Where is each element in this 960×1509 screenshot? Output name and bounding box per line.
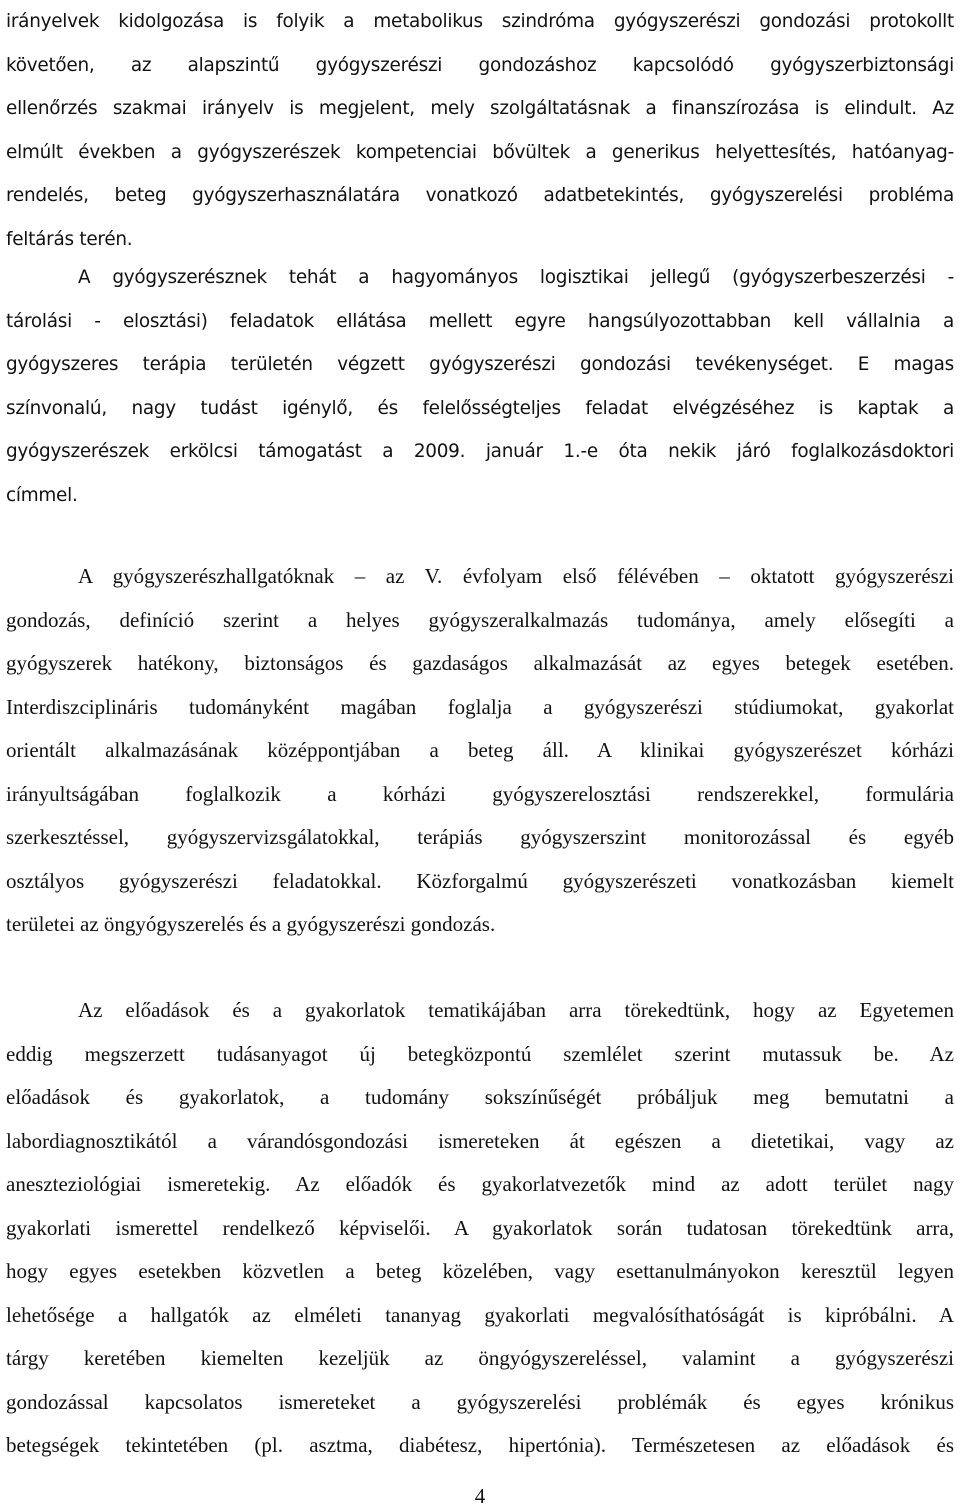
paragraph-4-line: hogy egyes esetekben közvetlen a beteg közelében, vagy esettanulmányokon keresztül legyen <box>6 1259 954 1283</box>
paragraph-4-line: labordiagnosztikától a várandósgondozási ismereteken át egészen a dietetikai, vagy az <box>6 1128 954 1153</box>
paragraph-1-line: követően, az alapszintű gyógyszerészi gondozáshoz kapcsolódó gyógyszerbiztonsági <box>6 54 954 76</box>
paragraph-4-line: tárgy keretében kiemelten kezeljük az öngyógyszereléssel, valamint a gyógyszerészi <box>6 1346 954 1370</box>
paragraph-2-line: színvonalú, nagy tudást igénylő, és felelősségteljes feladat elvégzéséhez is kaptak a <box>6 397 954 419</box>
paragraph-4 <box>6 989 954 1468</box>
paragraph-3-line: területei az öngyógyszerelés és a gyógyszerészi gondozás. <box>6 912 496 936</box>
paragraph-3 <box>6 555 954 947</box>
paragraph-3-line: szerkesztéssel, gyógyszervizsgálatokkal, terápiás gyógyszerszint monitorozással és egyéb <box>6 825 954 849</box>
paragraph-3-line: orientált alkalmazásának középpontjában a beteg áll. A klinikai gyógyszerészet kórházi <box>6 738 954 762</box>
paragraph-3-line: gyógyszerek hatékony, biztonságos és gazdaságos alkalmazását az egyes betegek esetében. <box>6 651 954 675</box>
paragraph-4-line: gyakorlati ismerettel rendelkező képviselői. A gyakorlatok során tudatosan törekedtünk arra, <box>6 1215 954 1240</box>
paragraph-4-line: betegségek tekintetében (pl. asztma, diabétesz, hipertónia). Természetesen az előadások és <box>6 1433 954 1457</box>
paragraph-3-line: A gyógyszerészhallgatóknak – az V. évfolyam első félévében – oktatott gyógyszerészi <box>78 564 954 588</box>
paragraph-1-line: irányelvek kidolgozása is folyik a metabolikus szindróma gyógyszerészi gondozási protokollt <box>6 11 954 32</box>
paragraph-1-line: feltárás terén. <box>6 228 133 250</box>
paragraph-2-line: gyógyszeres terápia területén végzett gyógyszerészi gondozási tevékenységet. E magas <box>6 354 954 375</box>
paragraph-1-line: rendelés, beteg gyógyszerhasználatára vonatkozó adatbetekintés, gyógyszerelési probléma <box>6 185 954 206</box>
paragraph-3-line: irányultságában foglalkozik a kórházi gyógyszerelosztási rendszerekkel, formulária <box>6 781 954 806</box>
paragraph-4-line: gondozással kapcsolatos ismereteket a gyógyszerelési problémák és egyes krónikus <box>6 1389 954 1414</box>
paragraph-1-line: elmúlt években a gyógyszerészek kompetenciai bővültek a generikus helyettesítés, hatóanyag- <box>6 141 954 163</box>
paragraph-4-line: lehetősége a hallgatók az elméleti tananyag gyakorlati megvalósíthatóságát is kipróbálni. A <box>6 1302 954 1327</box>
paragraph-2-line: A gyógyszerésznek tehát a hagyományos logisztikai jellegű (gyógyszerbeszerzési - <box>78 267 954 288</box>
paragraph-3-line: gondozás, definíció szerint a helyes gyógyszeralkalmazás tudománya, amely elősegíti a <box>6 607 954 632</box>
paragraph-3-line: osztályos gyógyszerészi feladatokkal. Közforgalmú gyógyszerészeti vonatkozásban kiemelt <box>6 868 954 893</box>
paragraph-4-line: előadások és gyakorlatok, a tudomány sokszínűségét próbáljuk meg bemutatni a <box>6 1085 954 1109</box>
paragraph-4-line: eddig megszerzett tudásanyagot új betegközpontú szemlélet szerint mutassuk be. Az <box>6 1041 954 1066</box>
page-number: 4 <box>474 1484 486 1508</box>
paragraph-4-line: Az előadások és a gyakorlatok tematikájában arra törekedtünk, hogy az Egyetemen <box>78 998 954 1022</box>
paragraph-3-line: Interdiszciplináris tudományként magában foglalja a gyógyszerészi stúdiumokat, gyakorlat <box>6 694 954 719</box>
paragraph-2-line: gyógyszerészek erkölcsi támogatást a 2009. január 1.-e óta nekik járó foglalkozásdoktori <box>6 441 954 462</box>
paragraph-2-line: címmel. <box>6 484 78 506</box>
paragraph-4-line: aneszteziológiai ismeretekig. Az előadók és gyakorlatvezetők mind az adott terület nagy <box>6 1172 954 1196</box>
paragraph-2-line: tárolási - elosztási) feladatok ellátása mellett egyre hangsúlyozottabban kell vállalnia a <box>6 310 954 332</box>
paragraph-1 <box>6 0 954 261</box>
paragraph-2 <box>6 256 954 517</box>
paragraph-1-line: ellenőrzés szakmai irányelv is megjelent, mely szolgáltatásnak a finanszírozása is elindult. Az <box>6 98 954 119</box>
